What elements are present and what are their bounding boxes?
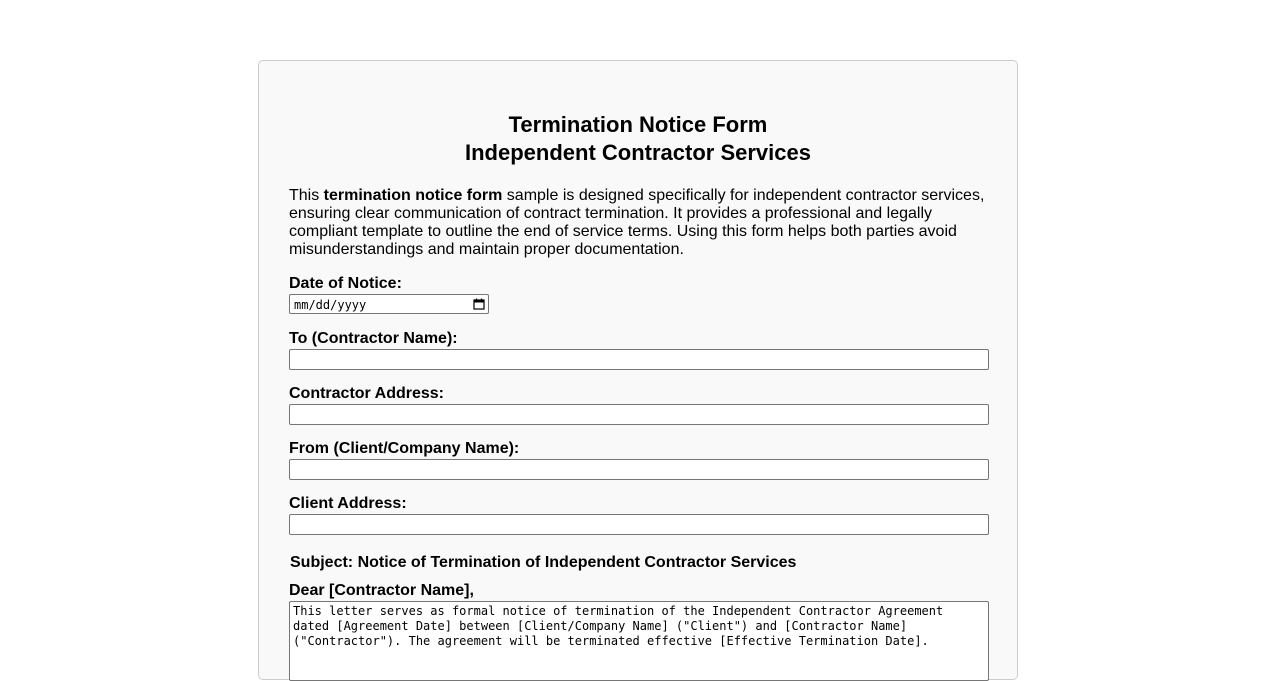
client-address-label: Client Address: [289,495,407,512]
contractor-name-label: To (Contractor Name): [289,330,458,347]
client-name-label: From (Client/Company Name): [289,440,520,457]
form-title [289,111,987,167]
client-name-input[interactable] [289,459,989,480]
intro-paragraph [289,187,987,259]
intro-suffix: sample is designed specifically for independent contractor services, ensuring clear communication of contract termination. It provides a professional and legally compliant template to outline the end of service terms. Using this form helps both parties avoid misunderstandings and maintain proper documentation. [289,187,985,258]
contractor-name-field [289,330,987,370]
date-field [289,275,987,314]
client-address-field [289,495,987,535]
date-of-notice-input[interactable] [289,294,489,314]
letter-body-textarea[interactable]: This letter serves as formal notice of termination of the Independent Contractor Agreement dated [Agreement Date] between [Client/Company Name] ("Client") and [Contractor Name] ("Contractor"). The agreement will be terminated effective [Effective Termination Date]. [289,601,989,681]
date-label: Date of Notice: [289,275,402,292]
intro-prefix: This [289,187,324,204]
calendar-icon[interactable] [473,298,485,310]
contractor-address-field [289,385,987,425]
title-line-2: Independent Contractor Services [465,140,811,165]
contractor-address-label: Contractor Address: [289,385,444,402]
title-line-1: Termination Notice Form [508,112,768,137]
intro-bold: termination notice form [323,187,503,204]
date-placeholder: mm/dd/yyyy [294,298,367,312]
salutation: Dear [Contractor Name], [289,582,474,599]
client-address-input[interactable] [289,514,989,535]
client-name-field [289,440,987,480]
contractor-address-input[interactable] [289,404,989,425]
form-container [258,60,1018,680]
contractor-name-input[interactable] [289,349,989,370]
subject-line: Subject: Notice of Termination of Independent Contractor Services [290,554,797,571]
